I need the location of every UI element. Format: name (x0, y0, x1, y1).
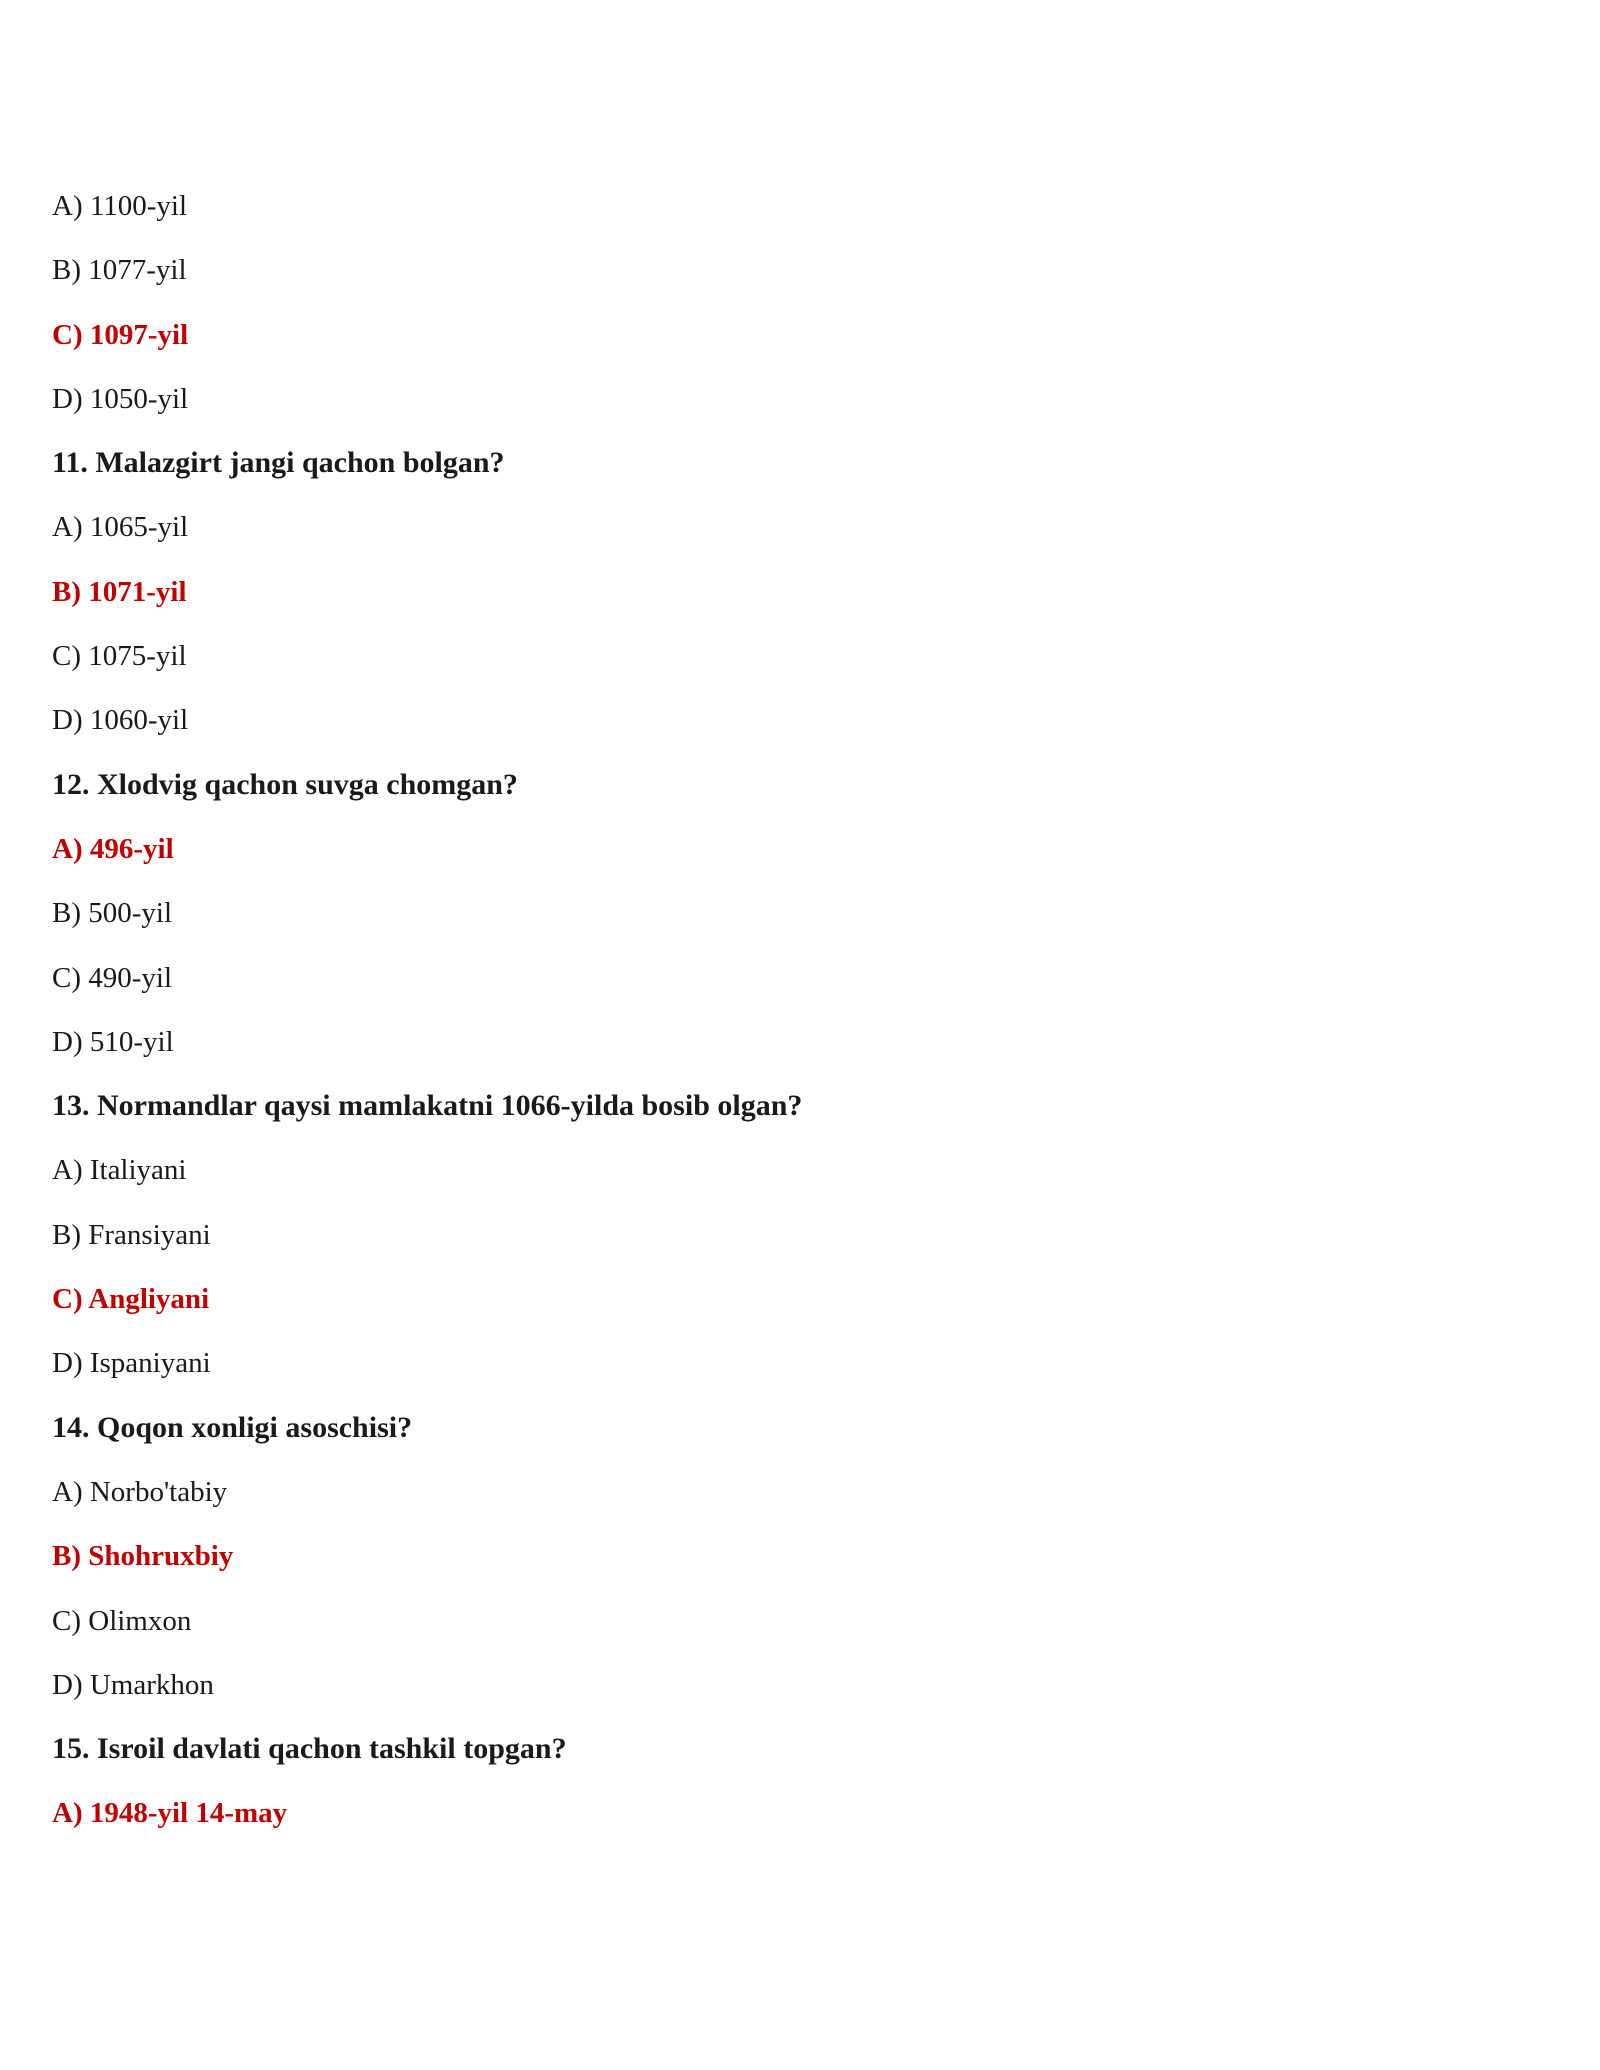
answer-option: C) 1075-yil (52, 640, 187, 673)
answer-option: A) Norbo'tabiy (52, 1475, 228, 1508)
question-14: 14. Qoqon xonligi asoschisi? (52, 1410, 413, 1444)
question-11: 11. Malazgirt jangi qachon bolgan? (52, 446, 505, 480)
answer-option: A) Italiyani (52, 1154, 187, 1187)
answer-option: B) 1077-yil (52, 254, 187, 287)
question-13: 13. Normandlar qaysi mamlakatni 1066-yilda bosib olgan? (52, 1089, 803, 1123)
answer-option: C) Olimxon (52, 1604, 192, 1637)
answer-option: A) 496-yil (52, 832, 174, 865)
answer-option: B) Fransiyani (52, 1218, 211, 1251)
answer-option: C) 490-yil (52, 961, 173, 994)
question-12: 12. Xlodvig qachon suvga chomgan? (52, 767, 518, 801)
answer-option: D) 1050-yil (52, 382, 189, 415)
answer-option: B) 1071-yil (52, 575, 187, 608)
answer-option: D) 1060-yil (52, 704, 189, 737)
answer-option: D) 510-yil (52, 1025, 174, 1058)
answer-option: A) 1948-yil 14-may (52, 1797, 288, 1830)
answer-option: C) Angliyani (52, 1283, 210, 1316)
answer-option: D) Umarkhon (52, 1668, 214, 1701)
question-15: 15. Isroil davlati qachon tashkil topgan? (52, 1732, 567, 1766)
answer-option: C) 1097-yil (52, 318, 189, 351)
answer-option: A) 1065-yil (52, 511, 189, 544)
answer-option: A) 1100-yil (52, 190, 188, 222)
quiz-page (52, 186, 1552, 1858)
answer-option: B) 500-yil (52, 897, 173, 930)
answer-option: B) Shohruxbiy (52, 1540, 234, 1573)
answer-option: D) Ispaniyani (52, 1347, 211, 1380)
